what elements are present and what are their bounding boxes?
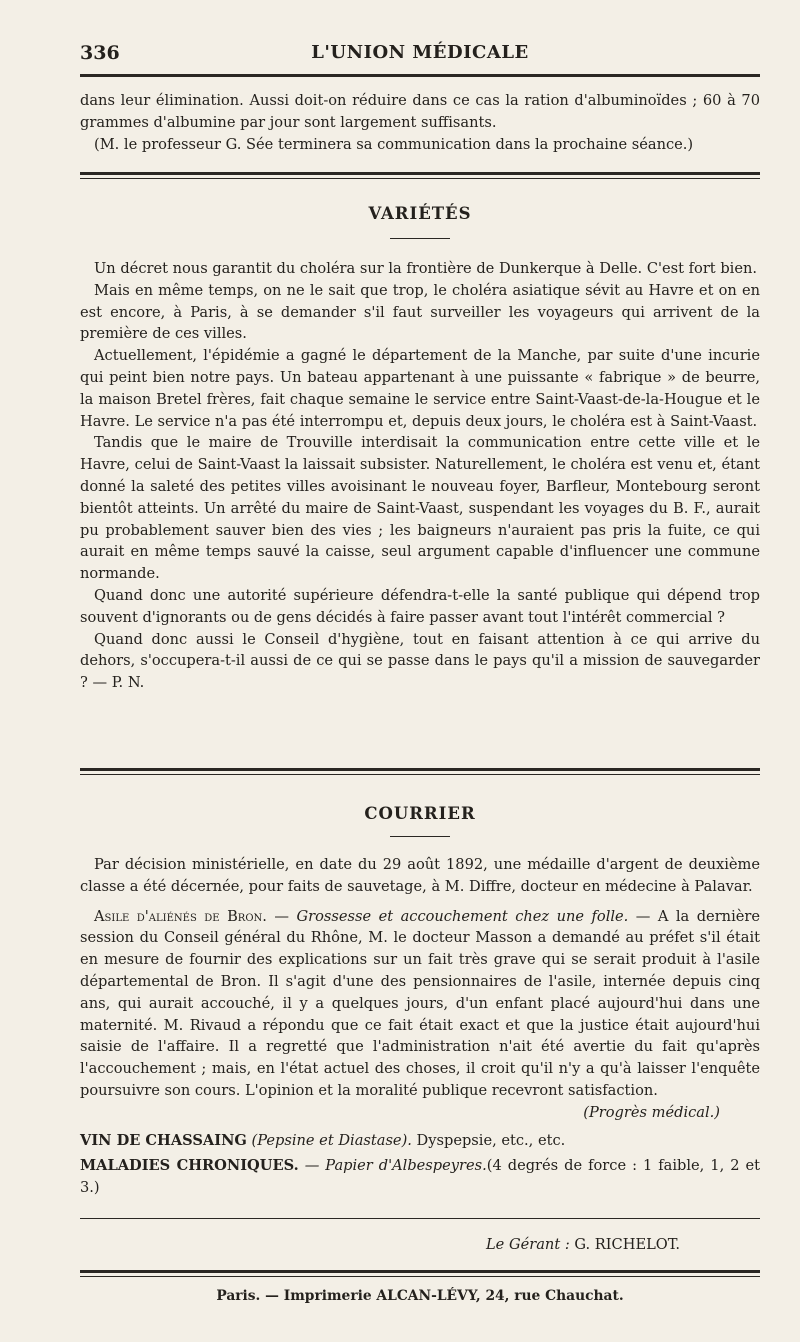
footer-rule-thin [80, 1276, 760, 1277]
title-underline [390, 238, 450, 239]
header-rule [80, 74, 760, 77]
courrier-title: COURRIER [364, 804, 476, 823]
running-head: L'UNION MÉDICALE [311, 42, 529, 63]
page-header [80, 36, 760, 76]
title-underline [390, 836, 450, 837]
advert-line [80, 1155, 760, 1199]
varietes-paragraph: Un décret nous garantit du choléra sur la frontière de Dunkerque à Delle. C'est fort bien. [94, 260, 757, 277]
source-citation: (Progrès médical.) [583, 1103, 720, 1121]
varietes-paragraph: Mais en même temps, on ne le sait que trop, le choléra asiatique sévit au Havre et on en est encore, à Paris, à se demander s'il faut surveiller les voyageurs qui arrivent de la première de ces villes. [80, 281, 760, 343]
varietes-body [80, 258, 760, 694]
asile-paragraph [80, 906, 760, 1102]
asile-title: Grossesse et accouchement chez une folle. [296, 907, 629, 925]
footer-rule [80, 1218, 760, 1219]
gerant-label: Le Gérant : [485, 1236, 570, 1253]
varietes-title: VARIÉTÉS [368, 204, 472, 223]
page-number: 336 [80, 42, 120, 64]
courrier-body [80, 854, 760, 1199]
advert-line [80, 1130, 760, 1152]
varietes-paragraph: Quand donc aussi le Conseil d'hygiène, tout en faisant attention à ce qui arrive du dehors, s'occupera-t-il aussi de ce qui se passe dans le pays qu'il a mission de sauvegarder ? — P. N. [80, 630, 760, 692]
section-rule [80, 172, 760, 175]
advert-rest: Dyspepsie, etc., etc. [411, 1131, 566, 1149]
intro-paragraph: dans leur élimination. Aussi doit-on réduire dans ce cas la ration d'albuminoïdes ; 60 à 70 grammes d'albumine par jour sont largement suffisants. [80, 92, 760, 131]
intro-text [80, 90, 760, 155]
section-rule-thin [80, 178, 760, 179]
advert-name: VIN DE CHASSAING [80, 1131, 247, 1149]
asile-body: — A la dernière session du Conseil général du Rhône, M. le docteur Masson a demandé au préfet s'il était en mesure de fournir des explications sur un fait très grave qui se serait produit à l'asile départemental de Bron. Il s'agit d'une des pensionnaires de l'asile, internée depuis cinq ans, qui aurait accouché, il y a quelques jours, d'un enfant placé aujourd'hui dans une maternité. M. Rivaud a répondu que ce fait était exact et que la justice était aujourd'hui saisie de l'affaire. Il a regretté que l'administration n'ait été avertie du fait qu'après l'accouchement ; mais, en l'état actuel des choses, il croit qu'il n'y a qu'à laisser l'enquête poursuivre son cours. L'opinion et la moralité publique recevront satisfaction. [80, 907, 760, 1099]
advert-rest: (4 degrés de force : 1 faible, 1, 2 et 3.) [80, 1157, 760, 1197]
asile-heading: Asile d'aliénés de Bron. [94, 907, 267, 925]
section-rule [80, 768, 760, 771]
varietes-paragraph: Tandis que le maire de Trouville interdisait la communication entre cette ville et le Havre, celui de Saint-Vaast la laissait subsister. Naturellement, le choléra est venu et, étant donné la saleté des petites villes avoisinant le nouveau foyer, Barfleur, Montebourg seront bientôt atteints. Un arrêté du maire de Saint-Vaast, suspendant les voyages du B. F., aurait pu probablement sauver bien des vies ; les baigneurs n'auraient pas pris la fuite, ce qui aurait en même temps sauvé la caisse, seul argument capable d'influencer une commune normande. [80, 434, 760, 583]
varietes-paragraph: Quand donc une autorité supérieure défendra-t-elle la santé publique qui dépend trop souvent d'ignorants ou de gens décidés à faire passer avant tout l'intérêt commercial ? [80, 586, 760, 626]
section-rule-thin [80, 774, 760, 775]
advert-detail: — Papier d'Albespeyres. [298, 1157, 487, 1175]
intro-paragraph: (M. le professeur G. Sée terminera sa communication dans la prochaine séance.) [94, 135, 694, 153]
advert-name: MALADIES CHRONIQUES. [80, 1157, 299, 1175]
courrier-paragraph: Par décision ministérielle, en date du 29 août 1892, une médaille d'argent de deuxième classe a été décernée, pour faits de sauvetage, à M. Diffre, docteur en médecine à Palavar. [80, 856, 760, 895]
asile-dash: — [266, 907, 297, 925]
gerant-name: G. RICHELOT. [569, 1236, 680, 1253]
imprint-line: Paris. — Imprimerie ALCAN-LÉVY, 24, rue Chauchat. [216, 1288, 624, 1304]
gerant-line [80, 1236, 680, 1253]
varietes-paragraph: Actuellement, l'épidémie a gagné le département de la Manche, par suite d'une incurie qui peint bien notre pays. Un bateau appartenant à une puissante « fabrique » de beurre, la maison Bretel frères, fait chaque semaine le service entre Saint-Vaast-de-la-Hougue et le Havre. Le service n'a pas été interrompu et, depuis deux jours, le choléra est à Saint-Vaast. [80, 347, 760, 430]
footer-rule [80, 1270, 760, 1273]
advert-detail: (Pepsine et Diastase). [251, 1131, 412, 1149]
